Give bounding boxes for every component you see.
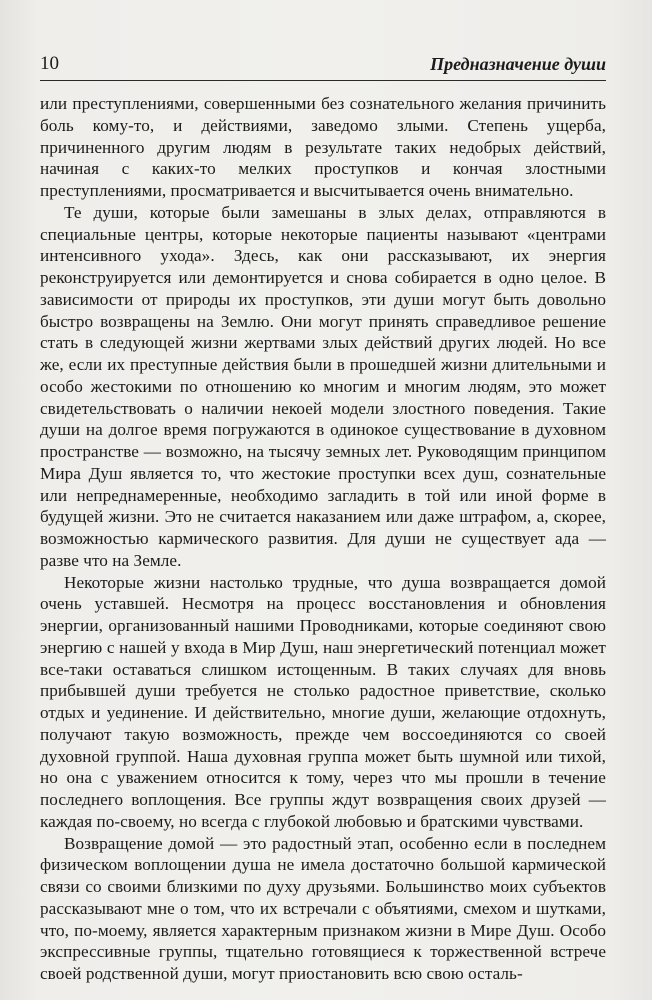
page-header bbox=[40, 53, 606, 79]
body-text bbox=[40, 93, 606, 985]
page-number: 10 bbox=[40, 53, 59, 74]
paragraph-2: Те души, которые были замешаны в злых делах, отправляются в специальные центры, которые некоторые пациенты называют «центрами интенсивного ухода». Здесь, как они рассказывают, их энергия реконструируется или демонтируется и снова собирается в одно целое. В зависимости от природы их проступков, эти души могут быть довольно быстро возвращены на Землю. Они могут принять справедливое решение стать в следующей жизни жертвами злых действий других людей. Но все же, если их преступные действия были в прошедшей жизни длительными и особо жестокими по отношению ко многим и многим людям, это может свидетельствовать о наличии некоей модели злостного поведения. Такие души на долгое время погружаются в одинокое существование в духовном пространстве — возможно, на тысячу земных лет. Руководящим принципом Мира Душ является то, что жестокие проступки всех душ, сознательные или непреднамеренные, необходимо загладить в той или иной форме в будущей жизни. Это не считается наказанием или даже штрафом, а, скорее, возможностью кармического развития. Для души не существует ада — разве что на Земле. bbox=[40, 202, 606, 570]
paragraph-4: Возвращение домой — это радостный этап, особенно если в последнем физическом воплощении душа не имела достаточно большой кармической связи со своими близкими по духу друзьями. Большинство моих субъектов рассказывают мне о том, что их встречали с объятиями, смехом и шутками, что, по-моему, является характерным признаком жизни в Мире Душ. Особо экспрессивные группы, тщательно готовящиеся к торжественной встрече своей родственной души, могут приостановить всю свою осталь- bbox=[40, 833, 606, 983]
header-rule bbox=[40, 80, 606, 81]
paragraph-1: или преступлениями, совершенными без сознательного желания причинить боль кому-то, и действиями, заведомо злыми. Степень ущерба, причиненного другим людям в результате таких недобрых действий, начиная с каких-то мелких проступков и кончая злостными преступлениями, просматривается и высчитывается очень внимательно. bbox=[40, 94, 606, 200]
paragraph-3: Некоторые жизни настолько трудные, что душа возвращается домой очень уставшей. Несмотря на процесс восстановления и обновления энергии, организованный нашими Проводниками, которые соединяют свою энергию с нашей у входа в Мир Душ, наш энергетический потенциал может все-таки оставаться слишком истощенным. В таких случаях для вновь прибывшей души требуется не столько радостное приветствие, сколько отдых и уединение. И действительно, многие души, желающие отдохнуть, получают такую возможность, прежде чем воссоединяются со своей духовной группой. Наша духовная группа может быть шумной или тихой, но она с уважением относится к тому, через что мы прошли в течение последнего воплощения. Все группы ждут возвращения своих друзей — каждая по-своему, но всегда с глубокой любовью и братскими чувствами. bbox=[40, 572, 606, 831]
running-title: Предназначение души bbox=[430, 54, 606, 74]
